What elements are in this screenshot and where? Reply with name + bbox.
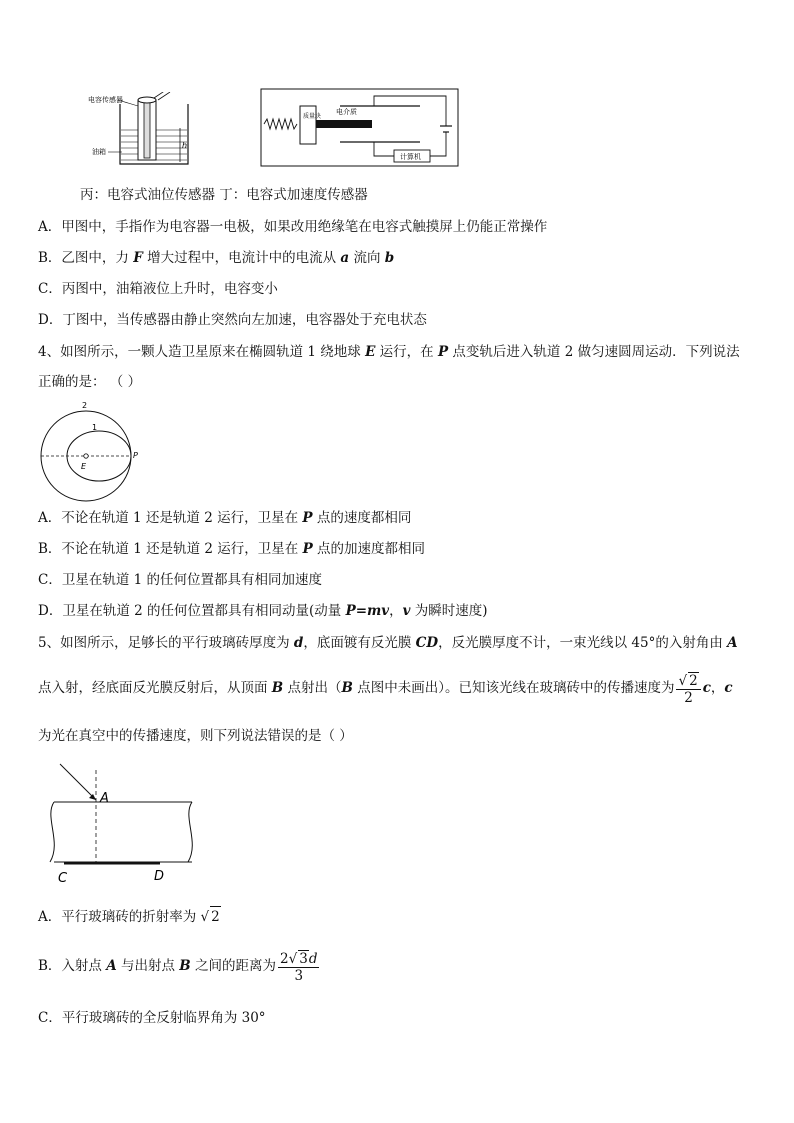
oil-tank-label: 油箱 bbox=[92, 148, 106, 156]
q3-option-c: C．丙图中，油箱液位上升时，电容变小 bbox=[38, 281, 278, 297]
mass-label: 质量块 bbox=[303, 113, 322, 120]
oil-level-sensor-figure bbox=[88, 92, 200, 172]
point-c-label: C bbox=[58, 871, 68, 886]
dielectric-label: 电介质 bbox=[336, 108, 357, 116]
point-a-label: A bbox=[100, 791, 109, 806]
point-p-label: P bbox=[133, 451, 138, 460]
q5-option-a: A．平行玻璃砖的折射率为 √ 2 bbox=[38, 906, 221, 927]
computer-label: 计算机 bbox=[400, 153, 421, 161]
figure-caption: 丙：电容式油位传感器 丁：电容式加速度传感器 bbox=[80, 187, 368, 203]
q4-option-a: A．不论在轨道 1 还是轨道 2 运行，卫星在 P 点的速度都相同 bbox=[38, 510, 412, 526]
q3-option-d: D．丁图中，当传感器由静止突然向左加速，电容器处于充电状态 bbox=[38, 312, 427, 328]
q5-option-b: B．入射点 A 与出射点 B 之间的距离为 $\frac{2√ 3d}{3}$ bbox=[38, 950, 318, 984]
h-label: h bbox=[182, 141, 188, 150]
distance-fraction: $\frac{2√ 3d}{3}$ bbox=[280, 950, 318, 984]
sensor-label: 电容传感器 bbox=[88, 96, 123, 104]
orbit-figure bbox=[36, 398, 146, 502]
q5-stem-line1: 5、如图所示，足够长的平行玻璃砖厚度为 d，底面镀有反光膜 CD，反光膜厚度不计，一束光线以 45°的入射角由 A bbox=[38, 635, 738, 651]
q4-option-d: D．卫星在轨道 2 的任何位置都具有相同动量(动量 P=mv，v 为瞬时速度) bbox=[38, 603, 488, 619]
orbit-1-label: 1 bbox=[92, 423, 98, 432]
q5-option-c: C．平行玻璃砖的全反射临界角为 30° bbox=[38, 1010, 266, 1026]
q4-option-c: C．卫星在轨道 1 的任何位置都具有相同加速度 bbox=[38, 572, 323, 588]
orbit-2-label: 2 bbox=[82, 401, 88, 410]
q5-stem-line3: 为光在真空中的传播速度，则下列说法错误的是（ ） bbox=[38, 728, 353, 744]
accelerometer-figure bbox=[260, 88, 460, 168]
point-d-label: D bbox=[154, 869, 165, 884]
earth-e-label: E bbox=[81, 462, 87, 471]
speed-fraction: $\frac{√ 2}{2}$ bbox=[676, 672, 700, 706]
q4-option-b: B．不论在轨道 1 还是轨道 2 运行，卫星在 P 点的加速度都相同 bbox=[38, 541, 426, 557]
q3-option-a: A．甲图中，手指作为电容器一电极，如果改用绝缘笔在电容式触摸屏上仍能正常操作 bbox=[38, 219, 548, 235]
q5-stem-line2: 点入射，经底面反光膜反射后，从顶面 B 点射出（B 点图中未画出）。已知该光线在玻璃砖中的传播速度为 $\frac{√ 2}{2}$ c，c bbox=[38, 672, 733, 706]
glass-slab-figure bbox=[44, 762, 214, 886]
q4-stem-line1: 4、如图所示，一颗人造卫星原来在椭圆轨道 1 绕地球 E 运行，在 P 点变轨后进入轨道 2 做匀速圆周运动．下列说法 bbox=[38, 344, 740, 360]
q3-option-b: B．乙图中，力 F 增大过程中，电流计中的电流从 a 流向 b bbox=[38, 250, 395, 266]
q4-stem-line2: 正确的是： （ ） bbox=[38, 374, 142, 390]
